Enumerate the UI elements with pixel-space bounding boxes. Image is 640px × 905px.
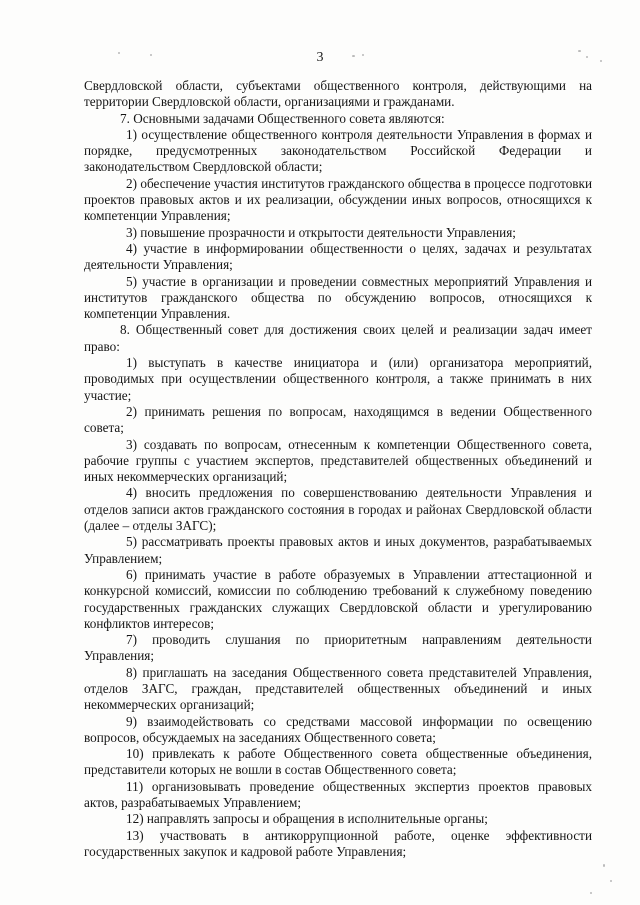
- paragraph-item-8-2: 2) принимать решения по вопросам, находящимся в ведении Общественного совета;: [84, 403, 592, 436]
- paragraph-continuation: Свердловской области, субъектами общественного контроля, действующими на территории Свердловской области, организациями и гражданами.: [84, 78, 592, 110]
- paragraph-item-7-2: 2) обеспечение участия институтов гражданского общества в процессе подготовки проектов правовых актов и их реализации, обсуждении иных вопросов, относящихся к компетенции Управления;: [84, 175, 592, 224]
- paragraph-item-8-12: 12) направлять запросы и обращения в исполнительные органы;: [126, 811, 488, 827]
- scan-speck: [578, 50, 581, 52]
- paragraph-item-7-1: 1) осуществление общественного контроля деятельности Управления в формах и порядке, предусмотренных законодательством Российской Федерации и законодательством Свердловской области;: [84, 126, 592, 175]
- paragraph-item-8-4: 4) вносить предложения по совершенствованию деятельности Управления и отделов записи актов гражданского состояния в городах и районах Свердловской области (далее – отделы ЗАГС);: [84, 485, 592, 534]
- scan-speck: [118, 52, 120, 54]
- paragraph-item-8-5: 5) рассматривать проекты правовых актов и иных документов, разрабатываемых Управлением;: [84, 534, 592, 566]
- scan-speck: [610, 880, 612, 882]
- paragraph-item-7-3: 3) повышение прозрачности и открытости деятельности Управления;: [126, 224, 516, 240]
- paragraph-item-8-13: 13) участвовать в антикоррупционной работе, оценке эффективности государственных закупок и кадровой работе Управления;: [84, 827, 592, 859]
- paragraph-item-7-4: 4) участие в информировании общественности о целях, задачах и результатах деятельности Управления;: [84, 240, 592, 273]
- scan-speck: [362, 54, 364, 56]
- page-number: 3: [316, 50, 324, 65]
- paragraph-item-8-8: 8) приглашать на заседания Общественного совета представителей Управления, отделов ЗАГС, граждан, представителей общественных объединений и иных некоммерческих организаций;: [84, 664, 592, 713]
- scan-speck: [603, 864, 605, 867]
- paragraph-section-8: 8. Общественный совет для достижения своих целей и реализации задач имеет право:: [84, 322, 592, 354]
- paragraph-item-7-5: 5) участие в организации и проведении совместных мероприятий Управления и институтов гражданского общества по обсуждению вопросов, относящихся к компетенции Управления.: [84, 273, 592, 322]
- scan-speck: [590, 892, 592, 894]
- paragraph-item-8-6: 6) принимать участие в работе образуемых в Управлении аттестационной и конкурсной комиссий, комиссии по соблюдению требований к служебному поведению государственных гражданских служащих Свердловской области и урегулированию конфликтов интересов;: [84, 566, 592, 631]
- paragraph-item-8-9: 9) взаимодействовать со средствами массовой информации по освещению вопросов, обсуждаемых на заседаниях Общественного совета;: [84, 713, 592, 745]
- paragraph-item-8-1: 1) выступать в качестве инициатора и (или) организатора мероприятий, проводимых при осуществлении общественного контроля, а также принимать в них участие;: [84, 355, 592, 403]
- scan-speck: [352, 55, 355, 57]
- document-body: [84, 78, 592, 860]
- scan-speck: [586, 56, 588, 58]
- paragraph-item-8-3: 3) создавать по вопросам, отнесенным к компетенции Общественного совета, рабочие группы с участием экспертов, представителей общественных объединений и иных некоммерческих организаций;: [84, 436, 592, 485]
- scan-speck: [150, 54, 152, 56]
- paragraph-item-8-11: 11) организовывать проведение общественных экспертиз проектов правовых актов, разрабатываемых Управлением;: [84, 778, 592, 811]
- scan-speck: [600, 60, 602, 62]
- paragraph-item-8-10: 10) привлекать к работе Общественного совета общественные объединения, представители которых не вошли в состав Общественного совета;: [84, 746, 592, 778]
- paragraph-section-7: 7. Основными задачами Общественного совета являются:: [120, 110, 445, 126]
- paragraph-item-8-7: 7) проводить слушания по приоритетным направлениям деятельности Управления;: [84, 632, 592, 664]
